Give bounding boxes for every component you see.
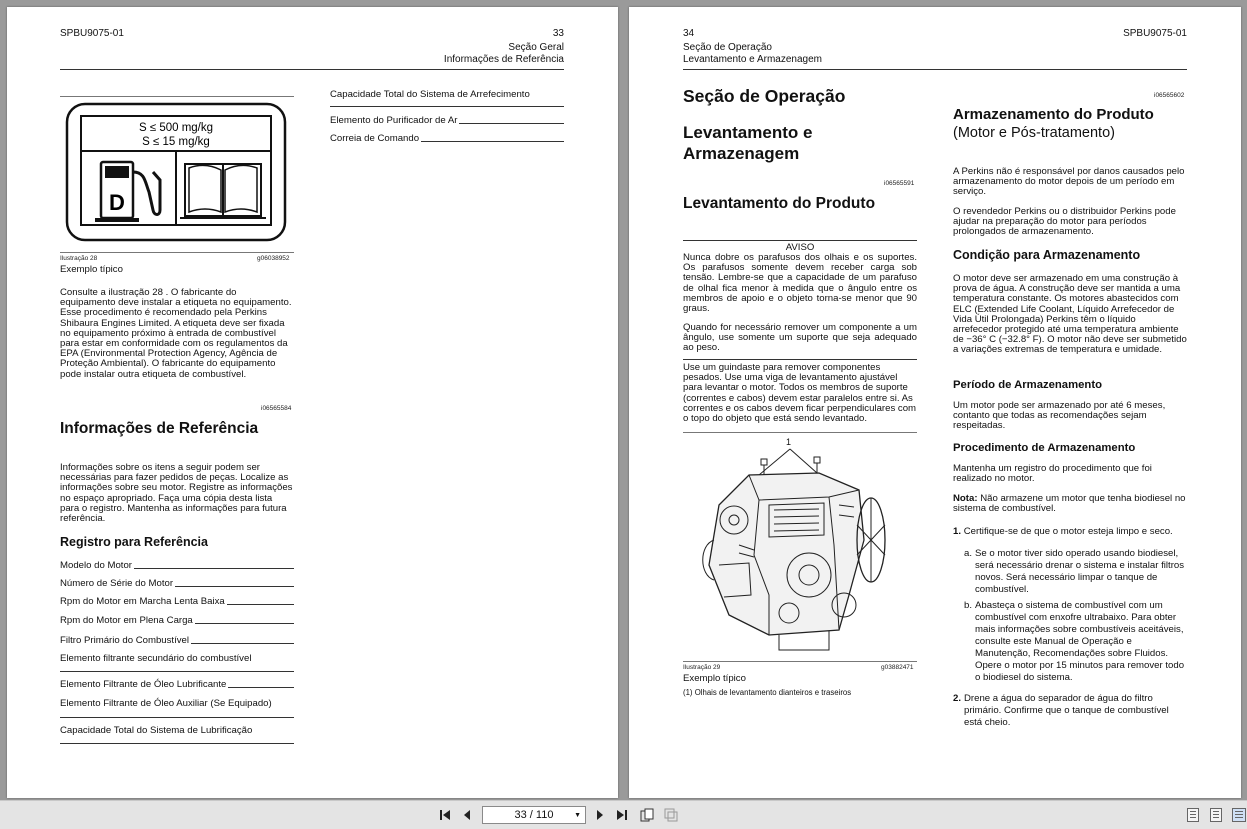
aviso-top-rule — [683, 240, 917, 241]
paragraph-periodo: Um motor pode ser armazenado por até 6 meses, contanto que todas as recomendações sejam respeitadas. — [953, 400, 1166, 432]
heading-levantamento-armazenagem: Levantamento e Armazenagem — [683, 123, 813, 163]
single-page-view-icon[interactable] — [1187, 808, 1199, 822]
field-oleo-auxiliar[interactable]: Elemento Filtrante de Óleo Auxiliar (Se Equipado) — [60, 698, 272, 709]
continuous-view-icon[interactable] — [1210, 808, 1222, 822]
step-2-number: 2. — [953, 693, 962, 704]
heading-procedimento: Procedimento de Armazenamento — [953, 442, 1136, 454]
engine-illustration — [689, 445, 911, 657]
subsection-title: Levantamento e Armazenagem — [683, 54, 822, 65]
field-elemento-secundario-line — [60, 671, 294, 672]
doc-id: SPBU9075-01 — [1123, 28, 1187, 39]
header-rule — [60, 69, 564, 70]
illustration-subcaption: Exemplo típico — [60, 264, 123, 275]
step-1a-text: Se o motor tiver sido operado usando biodiesel, será necessário drenar o sistema e instalar filtros novos. Será necessário limpar o tanque de combustível. — [975, 548, 1185, 595]
field-filtro-primario[interactable]: Filtro Primário do Combustível — [60, 635, 294, 646]
rotate-icon[interactable] — [640, 808, 654, 822]
heading-secao-operacao: Seção de Operação — [683, 86, 846, 106]
illustration-code: g03882471 — [881, 664, 914, 671]
two-page-view-icon[interactable] — [1232, 808, 1246, 822]
next-page-icon[interactable] — [593, 808, 607, 822]
field-correia-comando[interactable]: Correia de Comando — [330, 133, 564, 144]
heading-registro: Registro para Referência — [60, 535, 208, 549]
field-capacidade-arrefecimento-line — [330, 106, 564, 107]
heading-reference-info: Informações de Referência — [60, 420, 259, 437]
illustration-code: g06038952 — [257, 255, 290, 262]
step-2-text: Drene a água do separador de água do filtro primário. Confirme que o tanque de combustível está cheio. — [964, 693, 1169, 728]
step-1 — [953, 527, 1187, 537]
field-elemento-secundario[interactable]: Elemento filtrante secundário do combustível — [60, 653, 252, 664]
sulfur-limit-500: S ≤ 500 mg/kg — [138, 122, 214, 134]
fit-icon[interactable] — [664, 808, 678, 822]
illustration-subcaption: Exemplo típico — [683, 673, 746, 684]
right-page — [629, 7, 1241, 798]
reference-code: i06565584 — [261, 405, 292, 412]
heading-condicao: Condição para Armazenamento — [953, 248, 1141, 262]
aviso-bottom-rule — [683, 359, 917, 360]
page-indicator: 33 / 110 — [514, 809, 554, 821]
aviso-title: AVISO — [785, 242, 815, 253]
chevron-down-icon[interactable]: ▼ — [574, 812, 581, 819]
heading-periodo: Período de Armazenamento — [953, 379, 1102, 391]
label-paragraph: Consulte a ilustração 28 . O fabricante do equipamento deve instalar a etiqueta no equipamento. Esse procedimento é recomendado pela Perkins Shibaura Engines Limited. A etiqueta deve ser fixada no equipamento próximo à entrada de combustível para estar em conformidade com os regulamentos da EPA (Environmental Protection Agency, Agência de Proteção Ambiental). O fabricante do equipamento pode instalar outra etiqueta de combustível. — [60, 287, 292, 380]
field-oleo-auxiliar-line — [60, 717, 294, 718]
viewer-toolbar — [0, 800, 1247, 829]
illustration-note: (1) Olhais de levantamento dianteiros e traseiros — [683, 688, 852, 697]
section-title: Seção Geral — [508, 42, 564, 53]
paragraph-perkins: A Perkins não é responsável por danos causados pelo armazenamento do motor depois de um período em serviço. — [953, 166, 1185, 198]
field-modelo-motor[interactable]: Modelo do Motor — [60, 560, 294, 571]
header-rule — [683, 69, 1187, 70]
illustration-bottom-rule — [683, 661, 917, 662]
note-label: Nota: — [953, 493, 978, 504]
page-number: 33 — [552, 28, 564, 39]
page-number: 34 — [683, 28, 695, 39]
callout-number: 1 — [786, 437, 792, 447]
code-armazenamento: i06565602 — [1154, 92, 1185, 99]
illustration-top-rule — [60, 96, 294, 97]
doc-id: SPBU9075-01 — [60, 28, 124, 39]
manual-book-icon — [180, 164, 266, 218]
field-capacidade-arrefecimento[interactable]: Capacidade Total do Sistema de Arrefecimento — [330, 89, 530, 100]
fuel-label-illustration — [65, 102, 289, 243]
page-number-input[interactable] — [482, 806, 586, 824]
step-1-number: 1. — [953, 526, 962, 537]
note-text: Não armazene um motor que tenha biodiesel no sistema de combustível. — [953, 493, 1186, 515]
heading-armazenamento-sub: (Motor e Pós-tratamento) — [953, 125, 1115, 141]
step-1-text: Certifique-se de que o motor esteja limpo e seco. — [963, 526, 1173, 537]
field-rpm-plena-carga[interactable]: Rpm do Motor em Plena Carga — [60, 615, 294, 626]
paragraph-condicao: O motor deve ser armazenado em uma construção à prova de água. A construção deve ser mantida a uma temperatura constante. Os motores abastecidos com ELC (Extended Life Coolant, Líquido Arrefecedor de Vida Útil Prolongada) Perkins têm o líquido arrefecedor protegido até uma temperatura ambiente de −36° C (−32.8° F). O motor não deve ser submetido a variações extremas de temperatura e umidade. — [953, 273, 1187, 356]
last-page-icon[interactable] — [615, 808, 629, 822]
step-1b-label: b. — [964, 600, 973, 611]
aviso-paragraph-1: Nunca dobre os parafusos dos olhais e os suportes. Os parafusos somente devem receber carga sob tensão. Lembre-se que a capacidade de um parafuso de olhal fica menor à medida que o ângulo entre os membros de apoio e o objeto torna-se menor que 90 graus. — [683, 252, 917, 315]
field-rpm-marcha-lenta[interactable]: Rpm do Motor em Marcha Lenta Baixa — [60, 596, 294, 607]
step-1b-text: Abasteça o sistema de combustível com um combustível com enxofre ultrabaixo. Para obter mais informações sobre combustíveis aceitáveis, consulte este Manual de Operação e Manutenção, Recomendações sobre Fluidos. Opere o motor por 15 minutos para remover todo o biodiesel do sistema. — [975, 600, 1185, 683]
heading-armazenamento-produto: Armazenamento do Produto — [953, 106, 1154, 123]
left-page — [7, 7, 618, 798]
illustration-caption: Ilustração 28 — [60, 255, 98, 262]
field-purificador-ar[interactable]: Elemento do Purificador de Ar — [330, 115, 564, 126]
illustration-top-rule — [683, 432, 917, 433]
illustration-caption: Ilustração 29 — [683, 664, 721, 671]
previous-page-icon[interactable] — [460, 808, 474, 822]
section-title: Seção de Operação — [683, 42, 772, 53]
step-1a-label: a. — [964, 548, 973, 559]
fuel-pump-icon — [95, 162, 160, 222]
illustration-bottom-rule — [60, 252, 294, 253]
first-page-icon[interactable] — [438, 808, 452, 822]
crane-paragraph: Use um guindaste para remover componentes pesados. Use uma viga de levantamento ajustável para levantar o motor. Todos os membros de suporte (correntes e cabos) devem estar paralelos entre si. As correntes e os cabos devem ficar perpendiculares com o topo do objeto que está sendo levantado. — [683, 362, 917, 425]
field-oleo-lubrificante[interactable]: Elemento Filtrante de Óleo Lubrificante — [60, 679, 294, 690]
svg-text:D: D — [109, 190, 125, 215]
heading-levantamento-produto: Levantamento do Produto — [683, 195, 876, 212]
note — [953, 494, 1187, 514]
field-capacidade-lubrificacao-line — [60, 743, 294, 744]
field-numero-serie[interactable]: Número de Série do Motor — [60, 578, 294, 589]
field-capacidade-lubrificacao[interactable]: Capacidade Total do Sistema de Lubrificação — [60, 725, 253, 736]
reference-paragraph: Informações sobre os itens a seguir podem ser necessárias para fazer pedidos de peças. Localize as informações sobre seu motor. Registre as informações no espaço apropriado. Faça uma cópia desta lista para o registro. Mantenha as informações para futura referência. — [60, 462, 293, 525]
code-levantamento: i06565591 — [884, 180, 915, 187]
paragraph-revendedor: O revendedor Perkins ou o distribuidor Perkins pode ajudar na preparação do motor para períodos prolongados de armazenamento. — [953, 206, 1176, 238]
subsection-title: Informações de Referência — [443, 54, 564, 65]
sulfur-limit-15: S ≤ 15 mg/kg — [142, 136, 210, 148]
aviso-paragraph-2: Quando for necessário remover um componente a um ângulo, use somente um suporte que seja adequado ao peso. — [683, 322, 917, 354]
paragraph-procedimento: Mantenha um registro do procedimento que foi realizado no motor. — [953, 463, 1152, 485]
